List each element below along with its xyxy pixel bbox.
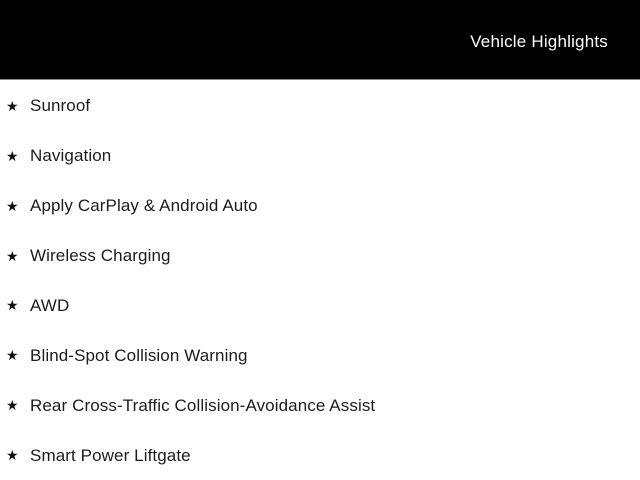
list-item-label: AWD [30, 295, 70, 315]
star-icon: ★ [6, 197, 19, 214]
list-item [0, 131, 640, 181]
list-item [0, 380, 640, 430]
list-item-label: Navigation [30, 146, 112, 166]
list-item-label: Smart Power Liftgate [30, 445, 191, 465]
header-bar [0, 0, 640, 80]
highlights-list [0, 81, 640, 480]
list-item-label: Blind-Spot Collision Warning [30, 345, 248, 365]
list-item-label: Rear Cross-Traffic Collision-Avoidance Assist [30, 395, 376, 415]
list-item [0, 330, 640, 380]
star-icon: ★ [6, 297, 19, 314]
list-item-label: Sunroof [30, 96, 91, 116]
list-item [0, 430, 640, 480]
star-icon: ★ [6, 347, 19, 364]
list-item-label: Wireless Charging [30, 246, 171, 266]
star-icon: ★ [6, 447, 19, 464]
star-icon: ★ [6, 247, 19, 264]
list-item [0, 181, 640, 231]
star-icon: ★ [6, 147, 19, 164]
list-item [0, 231, 640, 281]
list-item [0, 81, 640, 131]
star-icon: ★ [6, 397, 19, 414]
list-item-label: Apply CarPlay & Android Auto [30, 196, 258, 216]
page-title: Vehicle Highlights [470, 31, 608, 51]
list-item [0, 281, 640, 331]
star-icon: ★ [6, 97, 19, 114]
